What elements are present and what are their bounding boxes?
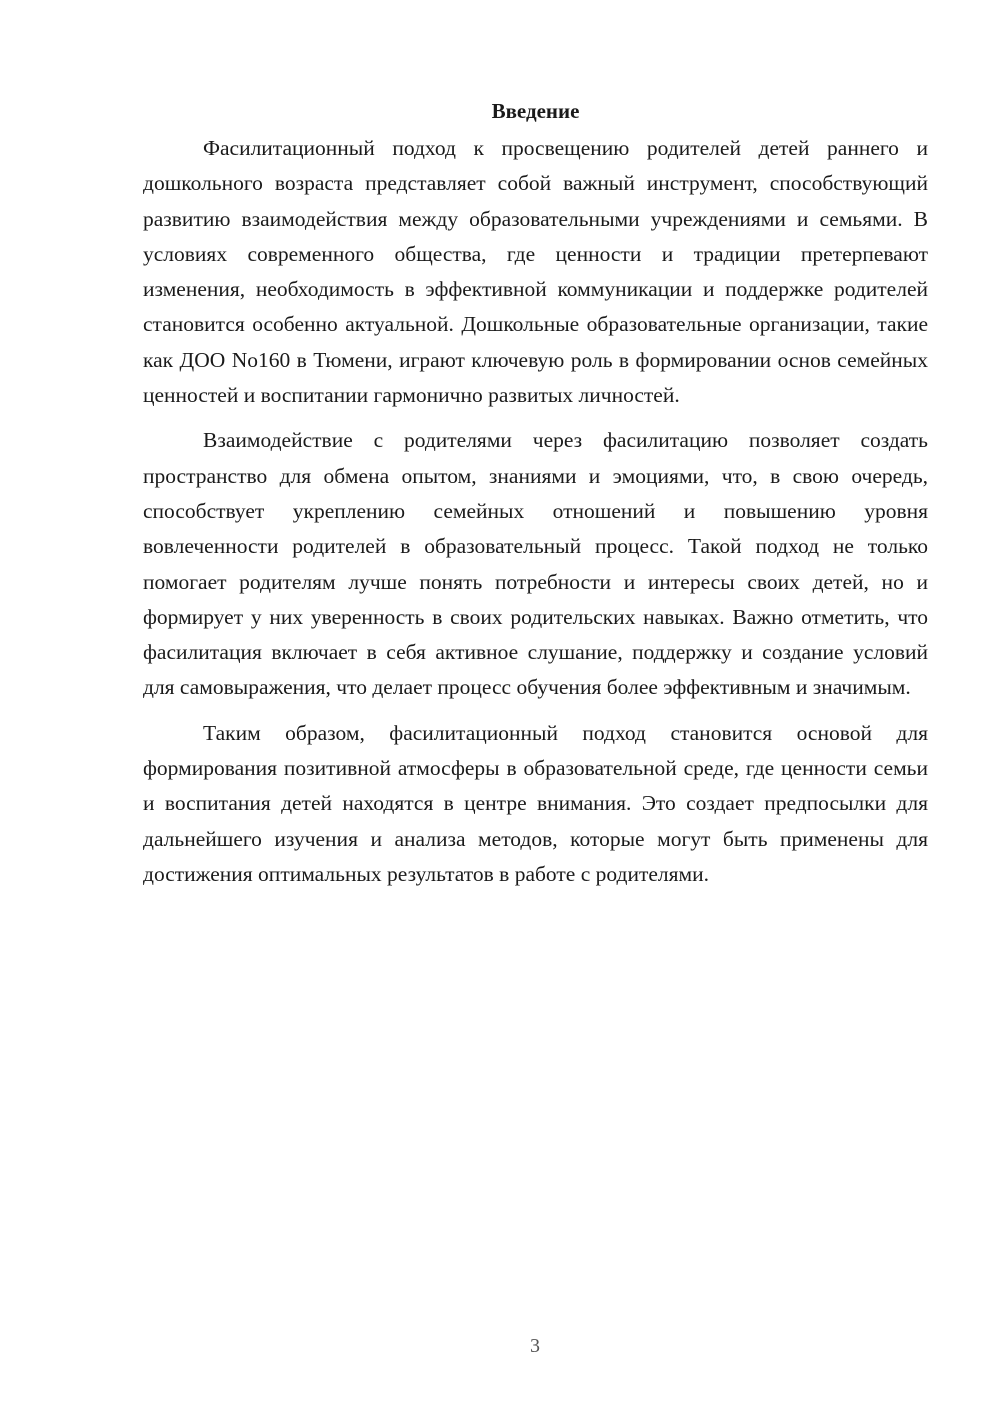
paragraph-3: Таким образом, фасилитационный подход становится основой для формирования позитивной атмосферы в образовательной среде, где ценности семьи и воспитания детей находятся в центре внимания. Это создает предпосылки для дальнейшего изучения и анализа методов, которые могут быть применены для достижения оптимальных результатов в работе с родителями.: [143, 720, 928, 886]
section-title: Введение: [491, 99, 580, 123]
paragraph-2: Взаимодействие с родителями через фасилитацию позволяет создать пространство для обмена опытом, знаниями и эмоциями, что, в свою очередь, способствует укреплению семейных отношений и повышению уровня вовлеченности родителей в образовательный процесс. Такой подход не только помогает родителям лучше понять потребности и интересы своих детей, но и формирует у них уверенность в своих родительских навыках. Важно отметить, что фасилитация включает в себя активное слушание, поддержку и создание условий для самовыражения, что делает процесс обучения более эффективным и значимым.: [143, 428, 928, 700]
page-number: 3: [530, 1335, 540, 1357]
document-body: [143, 94, 928, 902]
paragraph-1: Фасилитационный подход к просвещению родителей детей раннего и дошкольного возраста представляет собой важный инструмент, способствующий развитию взаимодействия между образовательными учреждениями и семьями. В условиях современного общества, где ценности и традиции претерпевают изменения, необходимость в эффективной коммуникации и поддержке родителей становится особенно актуальной. Дошкольные образовательные организации, такие как ДОО No160 в Тюмени, играют ключевую роль в формировании основ семейных ценностей и воспитании гармонично развитых личностей.: [143, 136, 928, 408]
